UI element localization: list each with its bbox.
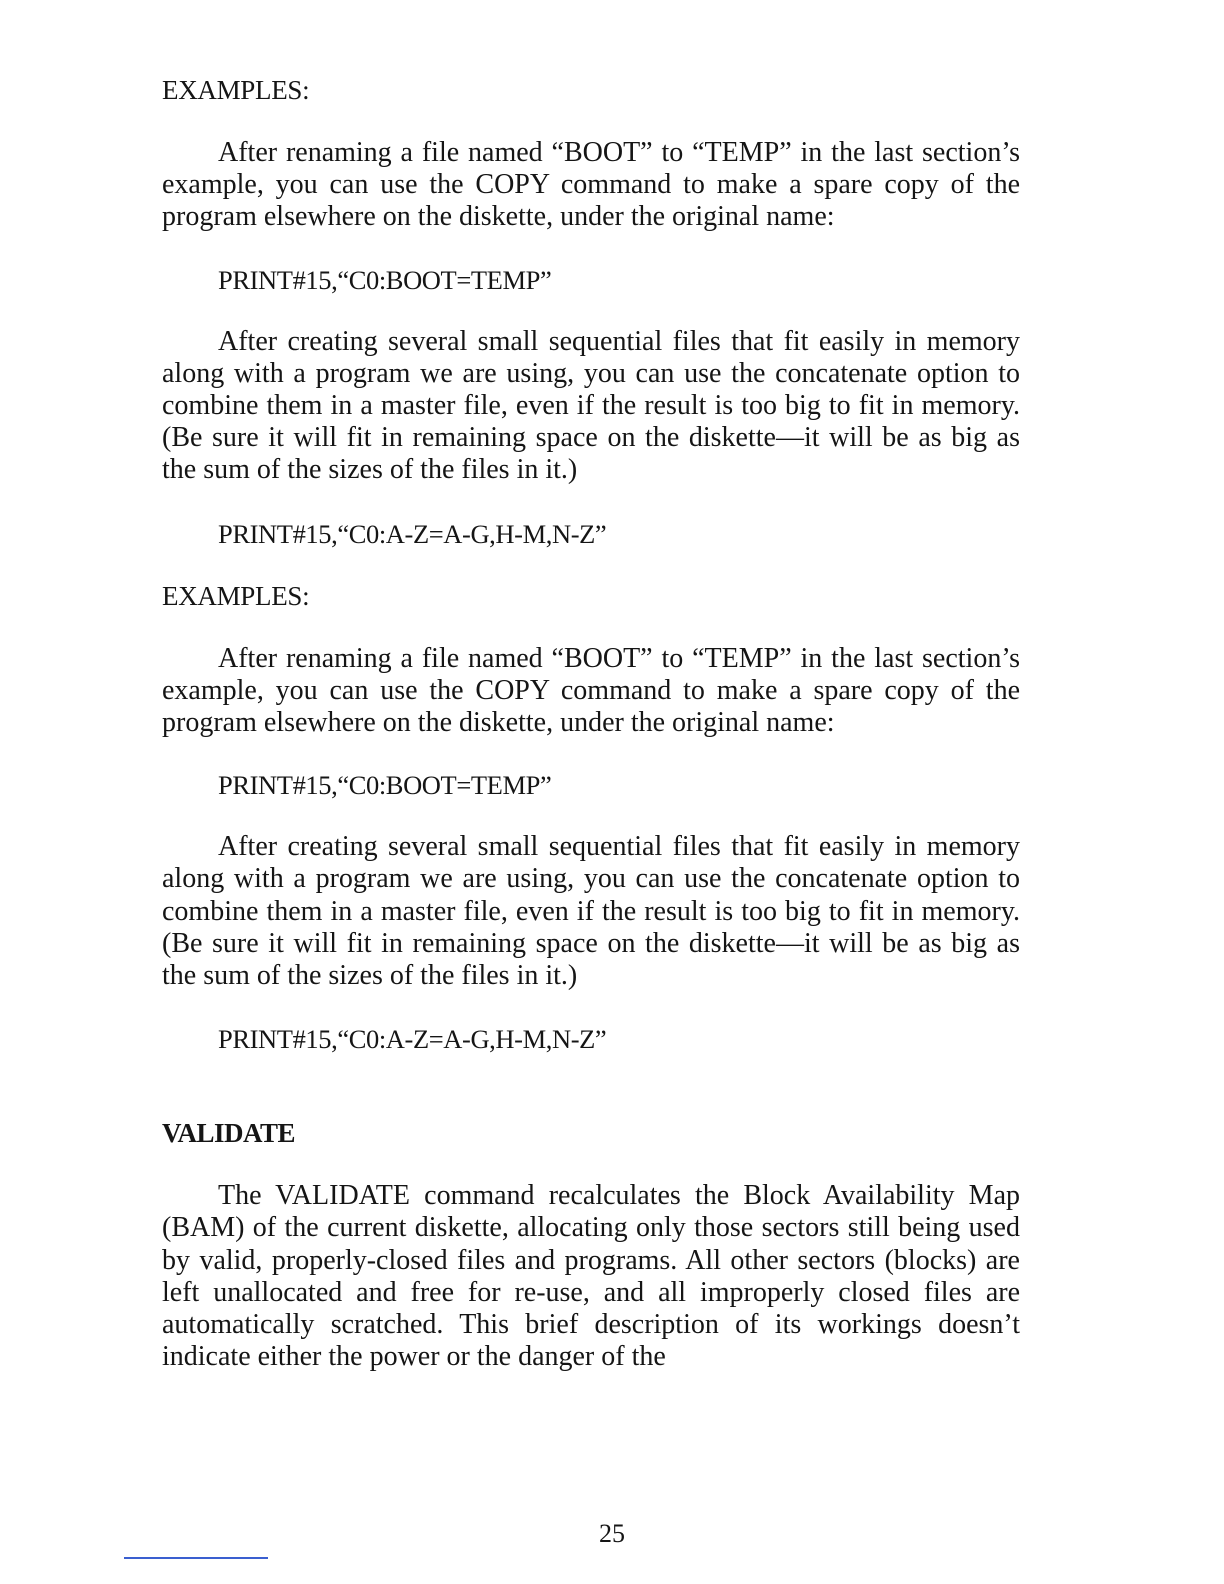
code-copy-command-2: PRINT#15,“C0:BOOT=TEMP” [218,770,552,801]
document-page [162,70,1020,1373]
code-concatenate-command-2: PRINT#15,“C0:A-Z=A-G,H-M,N-Z” [218,1024,607,1055]
paragraph-validate-description: The VALIDATE command recalculates the Block Availability Map (BAM) of the current diskette, allocating only those sectors still being used by valid, properly-closed files and programs. All other sectors (blocks) are left unallocated and free for re-use, and all improperly closed files are automatically scratched. This brief description of its workings doesn’t indicate either the power or the danger of the [162,1180,1020,1373]
footer-divider [124,1557,268,1559]
code-concatenate-command-1: PRINT#15,“C0:A-Z=A-G,H-M,N-Z” [218,518,607,549]
examples-label-2: EXAMPLES: [162,580,310,611]
code-copy-command-1: PRINT#15,“C0:BOOT=TEMP” [218,264,552,295]
section-heading-validate: VALIDATE [162,1118,296,1149]
paragraph-copy-example-1: After renaming a file named “BOOT” to “TEMP” in the last section’s example, you can use the COPY command to make a spare copy of the program elsewhere on the diskette, under the original name: [162,137,1020,233]
paragraph-concatenate-example-1: After creating several small sequential files that fit easily in memory along with a program we are using, you can use the concatenate option to combine them in a master file, even if the result is too big to fit in memory. (Be sure it will fit in remaining space on the diskette—it will be as big as the sum of the sizes of the files in it.) [162,325,1020,486]
paragraph-copy-example-2: After renaming a file named “BOOT” to “TEMP” in the last section’s example, you can use the COPY command to make a spare copy of the program elsewhere on the diskette, under the original name: [162,642,1020,739]
examples-label-1: EXAMPLES: [162,75,310,105]
page-number: 25 [599,1519,625,1548]
paragraph-concatenate-example-2: After creating several small sequential files that fit easily in memory along with a program we are using, you can use the concatenate option to combine them in a master file, even if the result is too big to fit in memory. (Be sure it will fit in remaining space on the diskette—it will be as big as the sum of the sizes of the files in it.) [162,831,1020,992]
